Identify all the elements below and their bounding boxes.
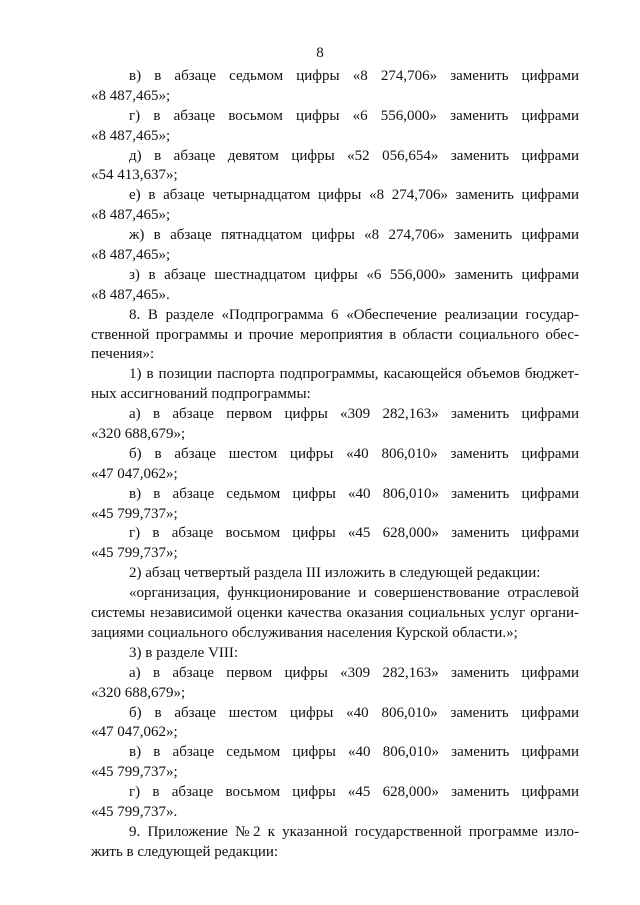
text-line: б) в абзаце шестом цифры «40 806,010» заменить цифрами: [129, 704, 579, 721]
text-line: е) в абзаце четырнадцатом цифры «8 274,706» заменить цифрами: [129, 187, 579, 204]
text-line: системы независимой оценки качества оказания социальных услуг органи-: [91, 605, 579, 622]
text-line: «45 799,737»;: [91, 505, 178, 522]
page-number: 8: [316, 45, 324, 61]
text-line: а) в абзаце первом цифры «309 282,163» заменить цифрами: [129, 406, 579, 423]
text-line: печения»:: [91, 346, 155, 363]
text-line: «47 047,062»;: [91, 465, 178, 482]
text-line: б) в абзаце шестом цифры «40 806,010» заменить цифрами: [129, 445, 579, 462]
text-line: «8 487,465».: [91, 286, 170, 303]
text-line: г) в абзаце восьмом цифры «45 628,000» заменить цифрами: [129, 525, 579, 542]
text-line: 2) абзац четвертый раздела III изложить в следующей редакции:: [129, 565, 541, 582]
text-line: а) в абзаце первом цифры «309 282,163» заменить цифрами: [129, 664, 579, 681]
text-line: 3) в разделе VIII:: [129, 644, 239, 661]
text-line: «47 047,062»;: [91, 724, 178, 741]
text-line: «45 799,737»;: [91, 764, 178, 781]
text-line: жить в следующей редакции:: [91, 843, 279, 860]
text-line: «8 487,465»;: [91, 87, 171, 104]
text-line: ственной программы и прочие мероприятия в области социального обес-: [91, 326, 579, 343]
text-line: в) в абзаце седьмом цифры «8 274,706» заменить цифрами: [129, 68, 579, 84]
document-body: [91, 67, 579, 863]
text-line: 1) в позиции паспорта подпрограммы, касающейся объемов бюджет-: [129, 366, 579, 383]
text-line: «54 413,637»;: [91, 167, 178, 184]
text-line: «45 799,737».: [91, 803, 178, 820]
text-line: з) в абзаце шестнадцатом цифры «6 556,000» заменить цифрами: [129, 266, 579, 283]
text-line: «45 799,737»;: [91, 545, 178, 562]
text-line: д) в абзаце девятом цифры «52 056,654» заменить цифрами: [129, 147, 579, 164]
text-line: 9. Приложение №2 к указанной государственной программе изло-: [129, 823, 579, 840]
text-line: «320 688,679»;: [91, 684, 186, 701]
text-line: «8 487,465»;: [91, 247, 171, 264]
text-line: «организация, функционирование и совершенствование отраслевой: [129, 585, 579, 602]
text-line: зациями социального обслуживания населения Курской области.»;: [91, 624, 518, 641]
text-line: «320 688,679»;: [91, 426, 186, 443]
text-line: ных ассигнований подпрограммы:: [91, 386, 311, 403]
text-line: г) в абзаце восьмом цифры «45 628,000» заменить цифрами: [129, 784, 579, 801]
text-line: 8. В разделе «Подпрограмма 6 «Обеспечение реализации государ-: [129, 306, 579, 323]
text-line: «8 487,465»;: [91, 207, 171, 224]
text-line: в) в абзаце седьмом цифры «40 806,010» заменить цифрами: [129, 485, 579, 502]
text-line: ж) в абзаце пятнадцатом цифры «8 274,706» заменить цифрами: [129, 227, 579, 244]
text-line: в) в абзаце седьмом цифры «40 806,010» заменить цифрами: [129, 744, 579, 761]
text-line: г) в абзаце восьмом цифры «6 556,000» заменить цифрами: [129, 107, 579, 124]
text-line: «8 487,465»;: [91, 127, 171, 144]
